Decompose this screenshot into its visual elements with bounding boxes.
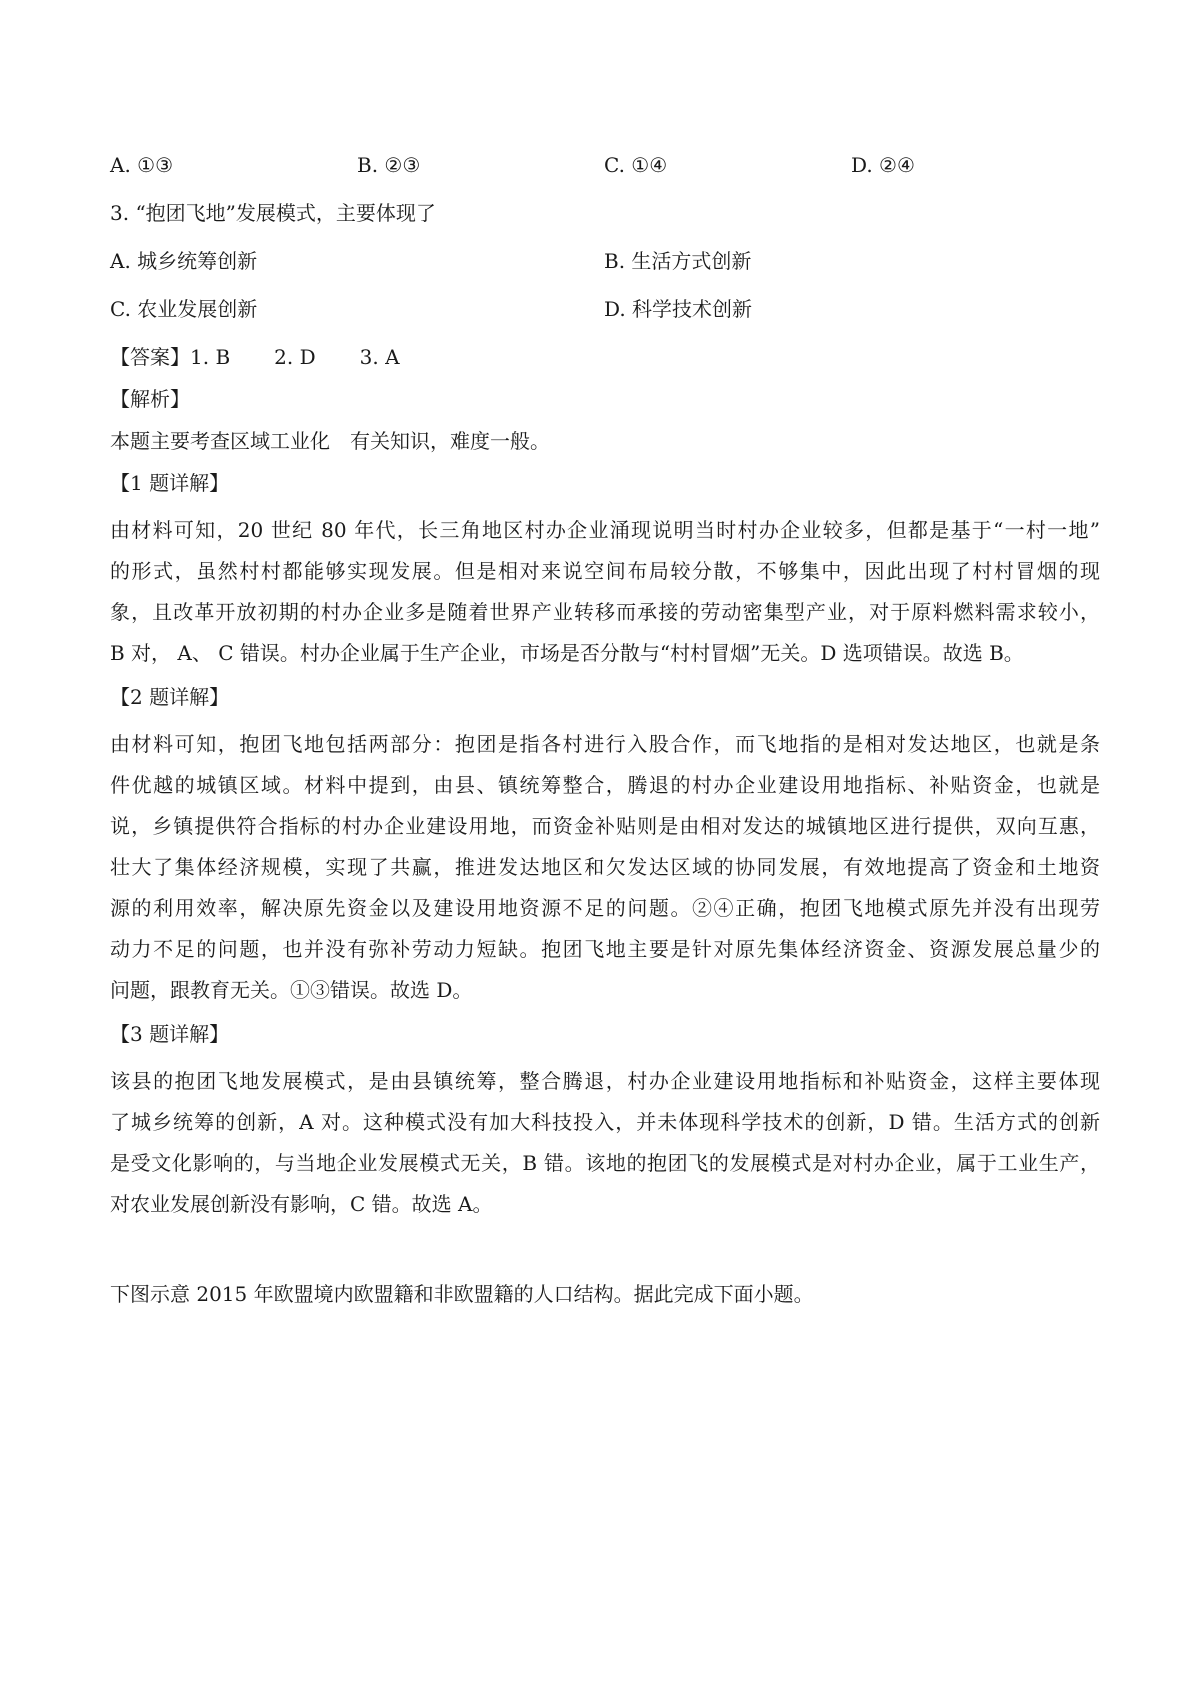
paragraph-line: 对农业发展创新没有影响，C 错。故选 A。 <box>110 1192 493 1216</box>
q3-options-row1 <box>110 246 1100 276</box>
q2-option-d: D. ②④ <box>851 153 915 177</box>
answer-label: 【答案】 <box>110 345 190 369</box>
q2-option-b: B. ②③ <box>357 153 421 177</box>
detail2-label: 【2 题详解】 <box>110 685 230 709</box>
paragraph-line: 由材料可知，20 世纪 80 年代，长三角地区村办企业涌现说明当时村办企业较多，但都是基于“一村一地” <box>110 518 1100 542</box>
paragraph-line: 是受文化影响的，与当地企业发展模式无关，B 错。该地的抱团飞的发展模式是对村办企业，属于工业生产， <box>110 1151 1100 1175</box>
q2-option-a: A. ①③ <box>110 153 174 177</box>
answer-3: 3. A <box>359 345 400 369</box>
section-spacer <box>110 1233 1100 1279</box>
detail1-label: 【1 题详解】 <box>110 471 230 495</box>
analysis-intro: 本题主要考查区域工业化 有关知识，难度一般。 <box>110 429 550 453</box>
q3-options-row2 <box>110 294 1100 324</box>
detail2-paragraph <box>110 724 1100 1011</box>
q2-options <box>110 150 1100 180</box>
paragraph-line: 象，且改革开放初期的村办企业多是随着世界产业转移而承接的劳动密集型产业，对于原料燃料需求较小， <box>110 600 1100 624</box>
q3-option-c: C. 农业发展创新 <box>110 297 258 321</box>
paragraph-line: 了城乡统筹的创新，A 对。这种模式没有加大科技投入，并未体现科学技术的创新，D 错。生活方式的创新 <box>110 1110 1100 1134</box>
paragraph-line: 动力不足的问题，也并没有弥补劳动力短缺。抱团飞地主要是针对原先集体经济资金、资源发展总量少的 <box>110 937 1100 961</box>
analysis-label: 【解析】 <box>110 387 190 411</box>
q3-option-a: A. 城乡统筹创新 <box>110 249 258 273</box>
paragraph-line: 件优越的城镇区域。材料中提到，由县、镇统筹整合，腾退的村办企业建设用地指标、补贴资金，也就是 <box>110 773 1100 797</box>
answer-2: 2. D <box>274 345 316 369</box>
answer-1: 1. B <box>190 345 231 369</box>
paragraph-line: 该县的抱团飞地发展模式，是由县镇统筹，整合腾退，村办企业建设用地指标和补贴资金，这样主要体现 <box>110 1069 1100 1093</box>
q3-option-d: D. 科学技术创新 <box>604 297 753 321</box>
detail3-label: 【3 题详解】 <box>110 1022 230 1046</box>
q2-option-c: C. ①④ <box>604 153 668 177</box>
paragraph-line: 源的利用效率，解决原先资金以及建设用地资源不足的问题。②④正确，抱团飞地模式原先并没有出现劳 <box>110 896 1100 920</box>
detail3-paragraph <box>110 1061 1100 1225</box>
answer-line <box>110 342 1100 372</box>
q3-stem: 3. “抱团飞地”发展模式，主要体现了 <box>110 201 436 225</box>
paragraph-line: 的形式，虽然村村都能够实现发展。但是相对来说空间布局较分散，不够集中，因此出现了村村冒烟的现 <box>110 559 1100 583</box>
document-page <box>110 150 1100 1321</box>
paragraph-line: 说，乡镇提供符合指标的村办企业建设用地，而资金补贴则是由相对发达的城镇地区进行提供，双向互惠， <box>110 814 1100 838</box>
next-section-intro: 下图示意 2015 年欧盟境内欧盟籍和非欧盟籍的人口结构。据此完成下面小题。 <box>110 1282 814 1306</box>
paragraph-line: B 对， A、 C 错误。村办企业属于生产企业，市场是否分散与“村村冒烟”无关。D 选项错误。故选 B。 <box>110 641 1024 665</box>
detail1-paragraph <box>110 510 1100 674</box>
paragraph-line: 壮大了集体经济规模，实现了共赢，推进发达地区和欠发达区域的协同发展，有效地提高了资金和土地资 <box>110 855 1100 879</box>
paragraph-line: 由材料可知，抱团飞地包括两部分：抱团是指各村进行入股合作，而飞地指的是相对发达地区，也就是条 <box>110 732 1100 756</box>
q3-option-b: B. 生活方式创新 <box>604 249 752 273</box>
paragraph-line: 问题，跟教育无关。①③错误。故选 D。 <box>110 978 473 1002</box>
